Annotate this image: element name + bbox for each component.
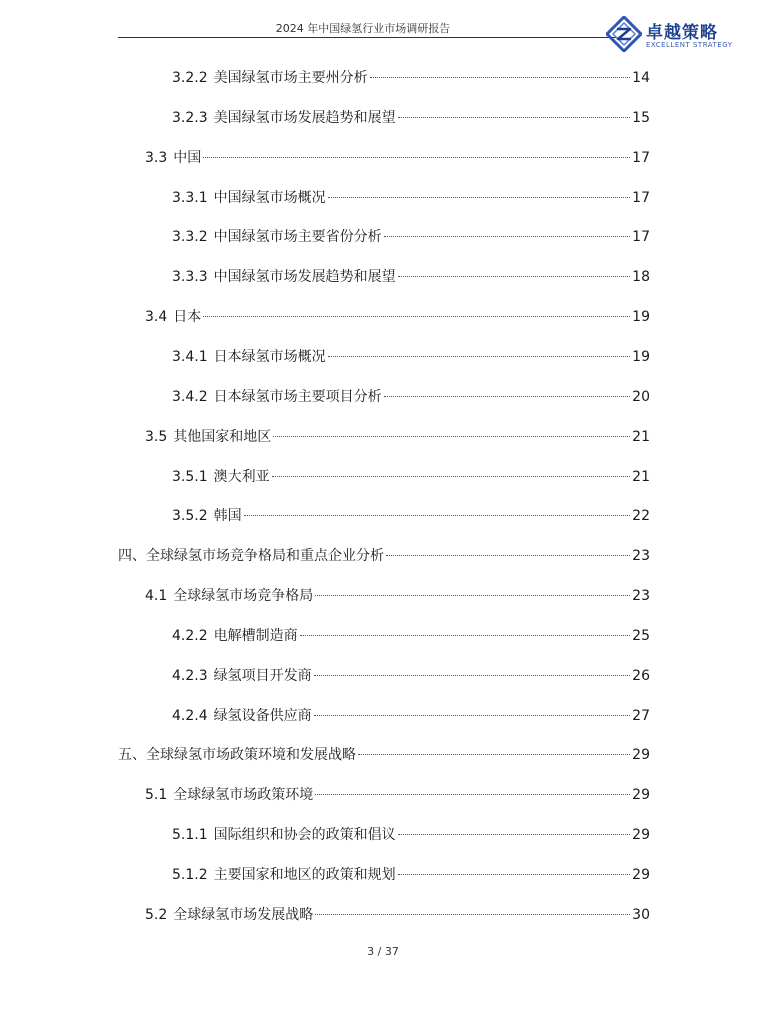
toc-entry[interactable] [172,347,650,367]
toc-entry-number: 3.2.2 [172,70,208,86]
toc-entry-page: 21 [632,469,650,485]
toc-entry-page: 17 [632,190,650,206]
toc-entry-number: 3.3 [145,150,168,166]
toc-entry[interactable] [145,905,650,925]
toc-entry[interactable] [118,745,650,765]
toc-dot-leader [328,197,631,198]
toc-entry-title: 澳大利亚 [213,469,270,485]
logo-subtitle: EXCELLENT STRATEGY [646,41,733,49]
toc-dot-leader [398,276,631,277]
toc-dot-leader [314,715,631,716]
header-title: 2024 年中国绿氢行业市场调研报告 [275,22,451,35]
toc-entry[interactable] [145,586,650,606]
toc-entry-number: 5.1.2 [172,867,208,883]
toc-entry-title: 全球绿氢市场发展战略 [173,907,314,923]
toc-entry-title: 美国绿氢市场发展趋势和展望 [213,110,396,126]
toc-entry-page: 19 [632,309,650,325]
toc-entry-number: 四、 [118,548,146,564]
toc-entry-title: 中国绿氢市场概况 [213,190,326,206]
toc-entry-number: 3.3.3 [172,269,208,285]
toc-entry-page: 22 [632,508,650,524]
toc-entry-title: 日本 [173,309,202,325]
toc-dot-leader [370,77,631,78]
logo-z-icon [606,16,642,52]
toc-entry-title: 全球绿氢市场竞争格局 [173,588,314,604]
toc-entry[interactable] [172,227,650,247]
toc-dot-leader [384,396,631,397]
toc-entry-title: 中国绿氢市场主要省份分析 [213,229,382,245]
toc-entry-page: 27 [632,708,650,724]
toc-entry[interactable] [172,626,650,646]
header-divider [118,37,616,38]
toc-entry-number: 4.2.2 [172,628,208,644]
toc-entry-number: 5.1 [145,787,168,803]
toc-entry[interactable] [172,108,650,128]
toc-entry-title: 日本绿氢市场主要项目分析 [213,389,382,405]
toc-entry-number: 4.2.4 [172,708,208,724]
toc-entry-page: 29 [632,787,650,803]
toc-dot-leader [300,635,631,636]
toc-entry-title: 主要国家和地区的政策和规划 [213,867,396,883]
toc-entry-title: 全球绿氢市场政策环境和发展战略 [146,747,356,763]
toc-entry-number: 3.4 [145,309,168,325]
toc-entry-number: 3.4.1 [172,349,208,365]
toc-entry[interactable] [145,427,650,447]
toc-dot-leader [203,157,630,158]
toc-entry-page: 21 [632,429,650,445]
toc-dot-leader [398,117,631,118]
toc-dot-leader [272,476,631,477]
toc-entry-number: 5.1.1 [172,827,208,843]
toc-dot-leader [315,914,630,915]
toc-dot-leader [273,436,630,437]
toc-entry-number: 3.3.1 [172,190,208,206]
toc-entry-title: 绿氢设备供应商 [213,708,312,724]
toc-entry[interactable] [145,307,650,327]
toc-entry[interactable] [172,68,650,88]
toc-dot-leader [358,754,630,755]
toc-entry-number: 3.5 [145,429,168,445]
toc-entry-title: 日本绿氢市场概况 [213,349,326,365]
toc-dot-leader [244,515,631,516]
toc-entry-number: 4.2.3 [172,668,208,684]
toc-entry-page: 29 [632,867,650,883]
toc-entry-page: 18 [632,269,650,285]
toc-entry[interactable] [172,188,650,208]
toc-entry-page: 25 [632,628,650,644]
logo-name: 卓越策略 [646,23,718,43]
toc-dot-leader [386,555,630,556]
toc-entry-number: 4.1 [145,588,168,604]
toc-entry-page: 20 [632,389,650,405]
toc-dot-leader [314,675,631,676]
toc-entry[interactable] [118,546,650,566]
toc-entry-number: 五、 [118,747,146,763]
toc-entry-page: 23 [632,588,650,604]
toc-entry-title: 电解槽制造商 [213,628,298,644]
toc-entry[interactable] [172,387,650,407]
toc-entry[interactable] [172,825,650,845]
toc-dot-leader [384,236,631,237]
toc-dot-leader [398,834,631,835]
toc-entry-page: 17 [632,229,650,245]
toc-entry[interactable] [172,865,650,885]
toc-entry-title: 国际组织和协会的政策和倡议 [213,827,396,843]
toc-entry-title: 中国绿氢市场发展趋势和展望 [213,269,396,285]
toc-entry[interactable] [172,706,650,726]
toc-entry-page: 15 [632,110,650,126]
toc-entry-page: 23 [632,548,650,564]
toc-entry-title: 全球绿氢市场竞争格局和重点企业分析 [146,548,384,564]
toc-entry-number: 3.4.2 [172,389,208,405]
toc-entry-page: 17 [632,150,650,166]
brand-logo [606,14,736,54]
toc-entry[interactable] [172,267,650,287]
toc-entry[interactable] [172,506,650,526]
toc-dot-leader [203,316,630,317]
toc-entry-page: 19 [632,349,650,365]
toc-entry-title: 韩国 [213,508,242,524]
toc-dot-leader [328,356,631,357]
toc-entry-number: 3.3.2 [172,229,208,245]
toc-entry-number: 3.5.1 [172,469,208,485]
toc-entry-page: 30 [632,907,650,923]
toc-entry-number: 5.2 [145,907,168,923]
toc-entry-title: 绿氢项目开发商 [213,668,312,684]
toc-entry-page: 29 [632,827,650,843]
toc-entry-page: 26 [632,668,650,684]
toc-entry-title: 中国 [173,150,202,166]
toc-entry-page: 14 [632,70,650,86]
toc-entry-title: 美国绿氢市场主要州分析 [213,70,368,86]
toc-entry-page: 29 [632,747,650,763]
toc-dot-leader [315,595,630,596]
toc-entry-number: 3.2.3 [172,110,208,126]
toc-entry[interactable] [172,467,650,487]
toc-entry-title: 全球绿氢市场政策环境 [173,787,314,803]
toc-entry[interactable] [172,666,650,686]
toc-entry-title: 其他国家和地区 [173,429,272,445]
toc-entry[interactable] [145,785,650,805]
toc-entry-number: 3.5.2 [172,508,208,524]
page-indicator: 3 / 37 [367,945,399,958]
toc-dot-leader [315,794,630,795]
toc-entry[interactable] [145,148,650,168]
toc-dot-leader [398,874,631,875]
